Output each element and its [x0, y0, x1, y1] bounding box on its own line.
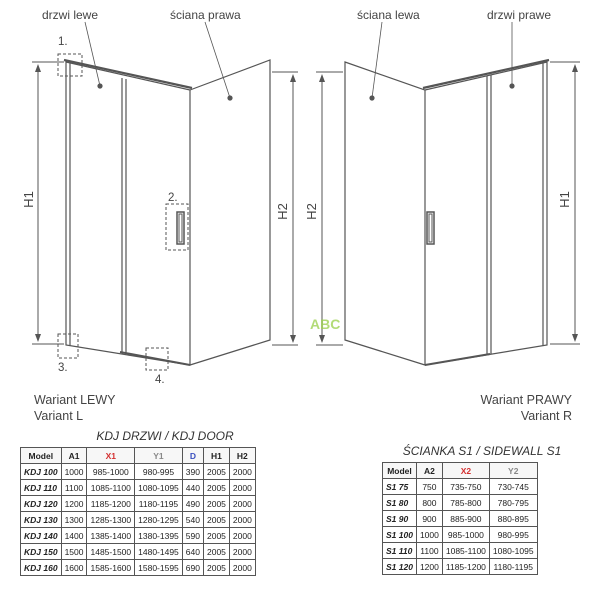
- door-value-cell: 2005: [203, 544, 229, 560]
- right-h1-label: H1: [556, 191, 572, 208]
- wall-table-title: ŚCIANKA S1 / SIDEWALL S1: [402, 444, 562, 458]
- door-row: [21, 464, 256, 480]
- left-door-leader: [85, 22, 100, 86]
- right-variant-caption: [470, 392, 572, 424]
- door-value-cell: 390: [182, 464, 203, 480]
- door-value-cell: 1385-1400: [87, 528, 135, 544]
- door-value-cell: 2000: [229, 464, 255, 480]
- callout-1: 1.: [58, 36, 68, 48]
- left-top-rail: [64, 60, 192, 88]
- door-value-cell: 1285-1300: [87, 512, 135, 528]
- wall-value-cell: 780-795: [489, 495, 537, 511]
- right-wall-leader: [372, 22, 382, 98]
- door-value-cell: 540: [182, 512, 203, 528]
- door-model-cell: KDJ 160: [21, 560, 62, 576]
- left-h2-label: H2: [274, 203, 290, 220]
- wall-value-cell: 735-750: [442, 479, 489, 495]
- wall-value-cell: 885-900: [442, 511, 489, 527]
- door-value-cell: 690: [182, 560, 203, 576]
- right-door-outline: [425, 62, 547, 365]
- door-header-cell: D: [182, 448, 203, 464]
- left-handle: [177, 212, 184, 244]
- door-value-cell: 590: [182, 528, 203, 544]
- wall-value-cell: 985-1000: [442, 527, 489, 543]
- wall-value-cell: 785-800: [442, 495, 489, 511]
- door-value-cell: 2005: [203, 512, 229, 528]
- left-wall-label: ściana prawa: [170, 8, 241, 22]
- door-model-cell: KDJ 140: [21, 528, 62, 544]
- right-handle: [427, 212, 434, 244]
- wall-value-cell: 1185-1200: [442, 559, 489, 575]
- door-value-cell: 2000: [229, 560, 255, 576]
- door-value-cell: 1300: [61, 512, 87, 528]
- door-value-cell: 1085-1100: [87, 480, 135, 496]
- door-value-cell: 980-995: [135, 464, 183, 480]
- wall-header-cell: X2: [442, 463, 489, 479]
- door-value-cell: 2000: [229, 528, 255, 544]
- callout-2: 2.: [168, 192, 178, 204]
- door-row: [21, 496, 256, 512]
- right-door-label: drzwi prawe: [487, 8, 552, 22]
- door-row: [21, 512, 256, 528]
- door-row: [21, 544, 256, 560]
- door-value-cell: 2005: [203, 528, 229, 544]
- door-row: [21, 528, 256, 544]
- door-value-cell: 2005: [203, 560, 229, 576]
- wall-value-cell: 1085-1100: [442, 543, 489, 559]
- wall-row: [383, 543, 538, 559]
- left-h1-dimline: [32, 62, 64, 344]
- right-bottom-edge: [425, 354, 490, 365]
- right-variant-drawing: [316, 22, 580, 365]
- door-value-cell: 2005: [203, 464, 229, 480]
- wall-row: [383, 495, 538, 511]
- door-value-cell: 1200: [61, 496, 87, 512]
- door-header-cell: Model: [21, 448, 62, 464]
- door-header-cell: H2: [229, 448, 255, 464]
- left-variant-caption: [34, 392, 116, 424]
- wall-model-cell: S1 110: [383, 543, 417, 559]
- right-h2-label: H2: [303, 203, 319, 220]
- wall-table: [382, 462, 538, 575]
- door-value-cell: 1480-1495: [135, 544, 183, 560]
- wall-row: [383, 479, 538, 495]
- door-table-title: KDJ DRZWI / KDJ DOOR: [96, 429, 234, 443]
- door-value-cell: 640: [182, 544, 203, 560]
- door-model-cell: KDJ 150: [21, 544, 62, 560]
- wall-header-cell: A2: [416, 463, 442, 479]
- left-door-outline: [66, 62, 190, 365]
- left-variant-drawing: [32, 22, 298, 370]
- door-header-cell: H1: [203, 448, 229, 464]
- wall-model-cell: S1 90: [383, 511, 417, 527]
- left-handle-inner: [179, 214, 182, 242]
- wall-value-cell: 1100: [416, 543, 442, 559]
- door-value-cell: 1000: [61, 464, 87, 480]
- right-top-rail: [423, 60, 549, 88]
- left-h1-label: H1: [20, 191, 36, 208]
- door-value-cell: 2005: [203, 480, 229, 496]
- door-value-cell: 1380-1395: [135, 528, 183, 544]
- door-header-cell: A1: [61, 448, 87, 464]
- wall-model-cell: S1 100: [383, 527, 417, 543]
- wall-row: [383, 527, 538, 543]
- door-value-cell: 1580-1595: [135, 560, 183, 576]
- door-value-cell: 490: [182, 496, 203, 512]
- wall-value-cell: 1180-1195: [489, 559, 537, 575]
- door-value-cell: 440: [182, 480, 203, 496]
- door-value-cell: 2000: [229, 544, 255, 560]
- wall-header-cell: Model: [383, 463, 417, 479]
- door-value-cell: 2000: [229, 480, 255, 496]
- right-variant-line1: Wariant PRAWY: [480, 393, 572, 407]
- wall-value-cell: 980-995: [489, 527, 537, 543]
- door-value-cell: 1600: [61, 560, 87, 576]
- wall-value-cell: 1080-1095: [489, 543, 537, 559]
- door-value-cell: 1585-1600: [87, 560, 135, 576]
- door-value-cell: 1500: [61, 544, 87, 560]
- left-wall-leader: [205, 22, 230, 98]
- door-row: [21, 560, 256, 576]
- right-handle-inner: [429, 214, 432, 242]
- callout-3: 3.: [58, 362, 68, 374]
- callout-4: 4.: [155, 374, 165, 386]
- door-value-cell: 1100: [61, 480, 87, 496]
- wall-row: [383, 511, 538, 527]
- wall-value-cell: 900: [416, 511, 442, 527]
- wall-value-cell: 1200: [416, 559, 442, 575]
- door-header-cell: X1: [87, 448, 135, 464]
- door-value-cell: 2005: [203, 496, 229, 512]
- watermark-logo: ABC: [310, 316, 341, 332]
- left-variant-line2: Variant L: [34, 409, 84, 423]
- wall-value-cell: 880-895: [489, 511, 537, 527]
- door-value-cell: 2000: [229, 496, 255, 512]
- wall-value-cell: 1000: [416, 527, 442, 543]
- door-value-cell: 1280-1295: [135, 512, 183, 528]
- door-header-cell: Y1: [135, 448, 183, 464]
- door-value-cell: 1400: [61, 528, 87, 544]
- wall-model-cell: S1 120: [383, 559, 417, 575]
- wall-header-cell: Y2: [489, 463, 537, 479]
- left-side-wall: [190, 60, 270, 365]
- left-variant-line1: Wariant LEWY: [34, 393, 116, 407]
- door-table-header: [21, 448, 256, 464]
- right-wall-label: ściana lewa: [357, 8, 420, 22]
- wall-value-cell: 800: [416, 495, 442, 511]
- door-table: [20, 447, 256, 576]
- right-side-wall: [345, 62, 425, 365]
- wall-model-cell: S1 80: [383, 495, 417, 511]
- wall-table-header: [383, 463, 538, 479]
- wall-model-cell: S1 75: [383, 479, 417, 495]
- door-model-cell: KDJ 130: [21, 512, 62, 528]
- door-value-cell: 1180-1195: [135, 496, 183, 512]
- door-value-cell: 2000: [229, 512, 255, 528]
- door-row: [21, 480, 256, 496]
- right-h2-dimline: [316, 72, 343, 345]
- left-door-label: drzwi lewe: [42, 8, 99, 22]
- door-model-cell: KDJ 100: [21, 464, 62, 480]
- door-value-cell: 1080-1095: [135, 480, 183, 496]
- wall-value-cell: 750: [416, 479, 442, 495]
- right-variant-line2: Variant R: [520, 409, 572, 423]
- wall-row: [383, 559, 538, 575]
- door-value-cell: 1485-1500: [87, 544, 135, 560]
- door-model-cell: KDJ 120: [21, 496, 62, 512]
- door-model-cell: KDJ 110: [21, 480, 62, 496]
- door-value-cell: 985-1000: [87, 464, 135, 480]
- wall-value-cell: 730-745: [489, 479, 537, 495]
- door-value-cell: 1185-1200: [87, 496, 135, 512]
- left-bottom-edge: [120, 352, 190, 365]
